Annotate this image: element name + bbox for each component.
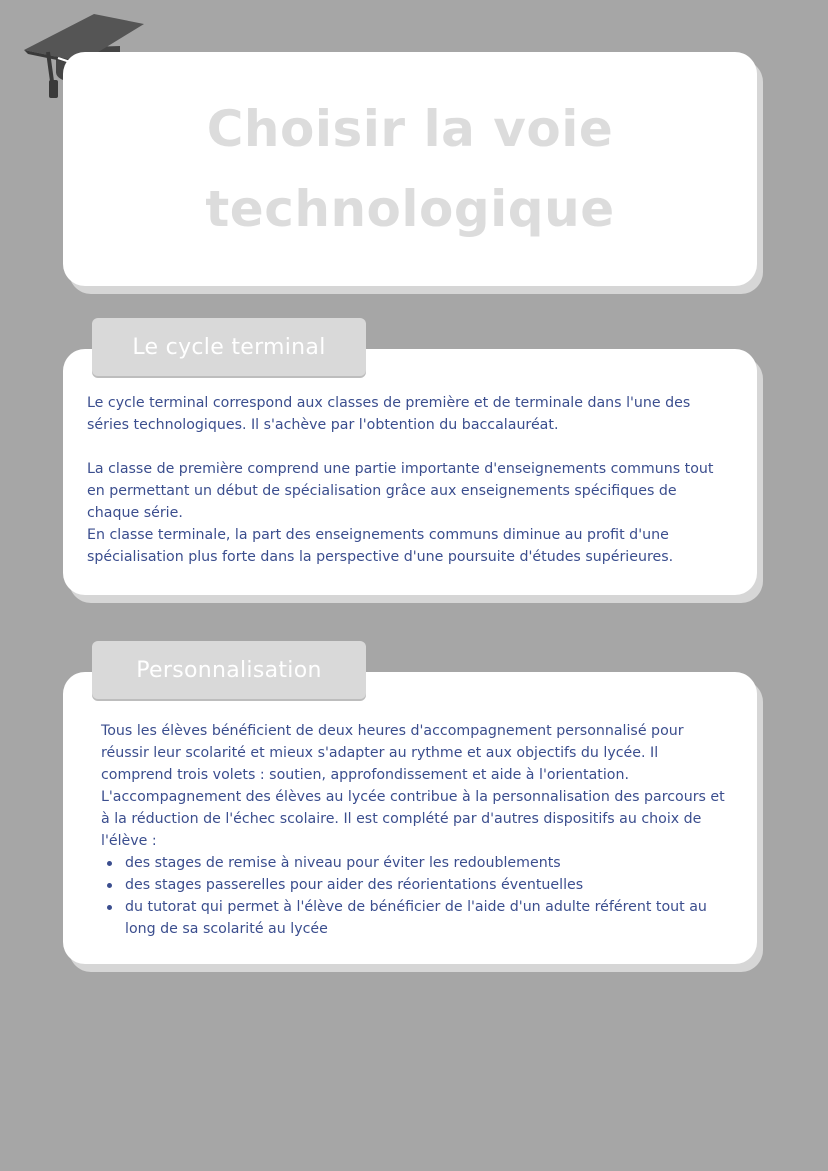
title-card xyxy=(63,52,757,286)
list-item xyxy=(101,852,731,874)
page-title xyxy=(205,89,614,249)
section-cycle-terminal xyxy=(63,349,757,595)
bullet-list xyxy=(101,852,731,940)
list-item-text: des stages de remise à niveau pour éviter les redoublements xyxy=(125,855,561,871)
bullet-icon xyxy=(107,905,112,910)
list-item xyxy=(101,896,731,940)
section-personnalisation-body xyxy=(101,720,731,940)
section-paragraph: La classe de première comprend une partie importante d'enseignements communs tout en permettant un début de spécialisation grâce aux enseignements spécifiques de chaque série. xyxy=(87,461,714,521)
list-item xyxy=(101,874,731,896)
page-title-line1: Choisir la voie xyxy=(206,100,614,158)
section-paragraph: En classe terminale, la part des enseignements communs diminue au profit d'une spécialisation plus forte dans la perspective d'une poursuite d'études supérieures. xyxy=(87,527,674,565)
list-item-text: du tutorat qui permet à l'élève de bénéficier de l'aide d'un adulte référent tout au long de sa scolarité au lycée xyxy=(125,899,707,937)
section-tab-personnalisation: Personnalisation xyxy=(92,641,366,699)
section-paragraph: L'accompagnement des élèves au lycée contribue à la personnalisation des parcours et à la réduction de l'échec scolaire. Il est complété par d'autres dispositifs au choix de l'élève : xyxy=(101,789,725,849)
section-personnalisation xyxy=(63,672,757,964)
list-item-text: des stages passerelles pour aider des réorientations éventuelles xyxy=(125,877,584,893)
bullet-icon xyxy=(107,861,112,866)
section-paragraph: Le cycle terminal correspond aux classes de première et de terminale dans l'une des séries technologiques. Il s'achève par l'obtention du baccalauréat. xyxy=(87,395,691,433)
section-paragraph: Tous les élèves bénéficient de deux heures d'accompagnement personnalisé pour réussir leur scolarité et mieux s'adapter au rythme et aux objectifs du lycée. Il comprend trois volets : soutien, approfondissement et aide à l'orientation. xyxy=(101,723,684,783)
section-tab-cycle-terminal: Le cycle terminal xyxy=(92,318,366,376)
bullet-icon xyxy=(107,883,112,888)
section-cycle-terminal-body xyxy=(87,392,727,568)
page-title-line2: technologique xyxy=(205,180,615,238)
